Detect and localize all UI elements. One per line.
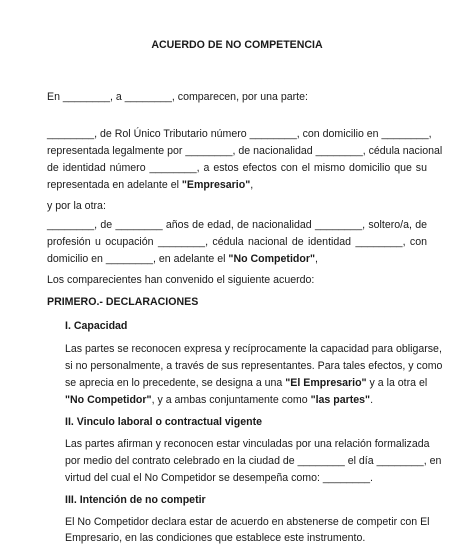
party1-line — [47, 179, 253, 192]
document-title: ACUERDO DE NO COMPETENCIA — [151, 39, 323, 51]
vinculo-line: por medio del contrato celebrado en la ciudad de ________ el día ________, en — [65, 455, 442, 467]
capacidad-text: . — [370, 394, 374, 406]
las-partes-term: "las partes" — [310, 394, 371, 406]
party1-line: ________, de Rol Único Tributario número ________, con domicilio en ________, — [47, 128, 432, 140]
intencion-line: El No Competidor declara estar de acuerdo en abstenerse de competir con El — [65, 516, 430, 528]
capacidad-text: y a la otra el — [366, 377, 428, 389]
party2-line: ________, de ________ años de edad, de nacionalidad ________, soltero/a, de — [47, 219, 427, 231]
subsection-heading-vinculo: II. Vinculo laboral o contractual vigente — [65, 416, 263, 428]
vinculo-line: virtud del cual el No Competidor se desempeña como: ________. — [65, 472, 373, 484]
el-empresario-term: "El Empresario" — [285, 377, 367, 389]
party1-line: representada legalmente por ________, de nacionalidad ________, cédula nacional — [47, 145, 443, 157]
party1-text: , — [250, 179, 254, 191]
subsection-heading-intencion: III. Intención de no competir — [65, 494, 206, 506]
capacidad-line — [65, 377, 427, 390]
subsection-heading-capacidad: I. Capacidad — [65, 320, 128, 332]
agreed-line: Los comparecientes han convenido el siguiente acuerdo: — [47, 274, 315, 286]
capacidad-line — [65, 394, 427, 407]
capacidad-text: , y a ambas conjuntamente como — [151, 394, 311, 406]
party2-text: domicilio en ________, en adelante el — [47, 253, 229, 265]
other-party-line: y por la otra: — [47, 200, 106, 212]
no-competidor-term: "No Competidor" — [228, 253, 315, 265]
party2-line — [47, 253, 318, 266]
party2-line: profesión u ocupación ________, cédula nacional de identidad ________, con — [47, 236, 427, 248]
empresario-term: "Empresario" — [181, 179, 251, 191]
vinculo-line: Las partes afirman y reconocen estar vinculadas por una relación formalizada — [65, 438, 430, 450]
intencion-line: Empresario, en las condiciones que establece este instrumento. — [65, 532, 366, 544]
capacidad-line: Las partes se reconocen expresa y recíprocamente la capacidad para obligarse, — [65, 343, 442, 355]
party2-text: , — [314, 253, 318, 265]
capacidad-line: si no personalmente, a través de sus representantes. Para tales efectos, y como — [65, 360, 443, 372]
capacidad-text: se aprecia en lo precedente, se designa a una — [65, 377, 286, 389]
intro-line: En ________, a ________, comparecen, por una parte: — [47, 91, 308, 103]
no-competidor-term: "No Competidor" — [65, 394, 152, 406]
section-heading-primero: PRIMERO.- DECLARACIONES — [47, 296, 199, 308]
party1-text: representada en adelante el — [47, 179, 182, 191]
party1-line: de identidad número ________, a estos efectos con el mismo domicilio que su — [47, 162, 427, 174]
